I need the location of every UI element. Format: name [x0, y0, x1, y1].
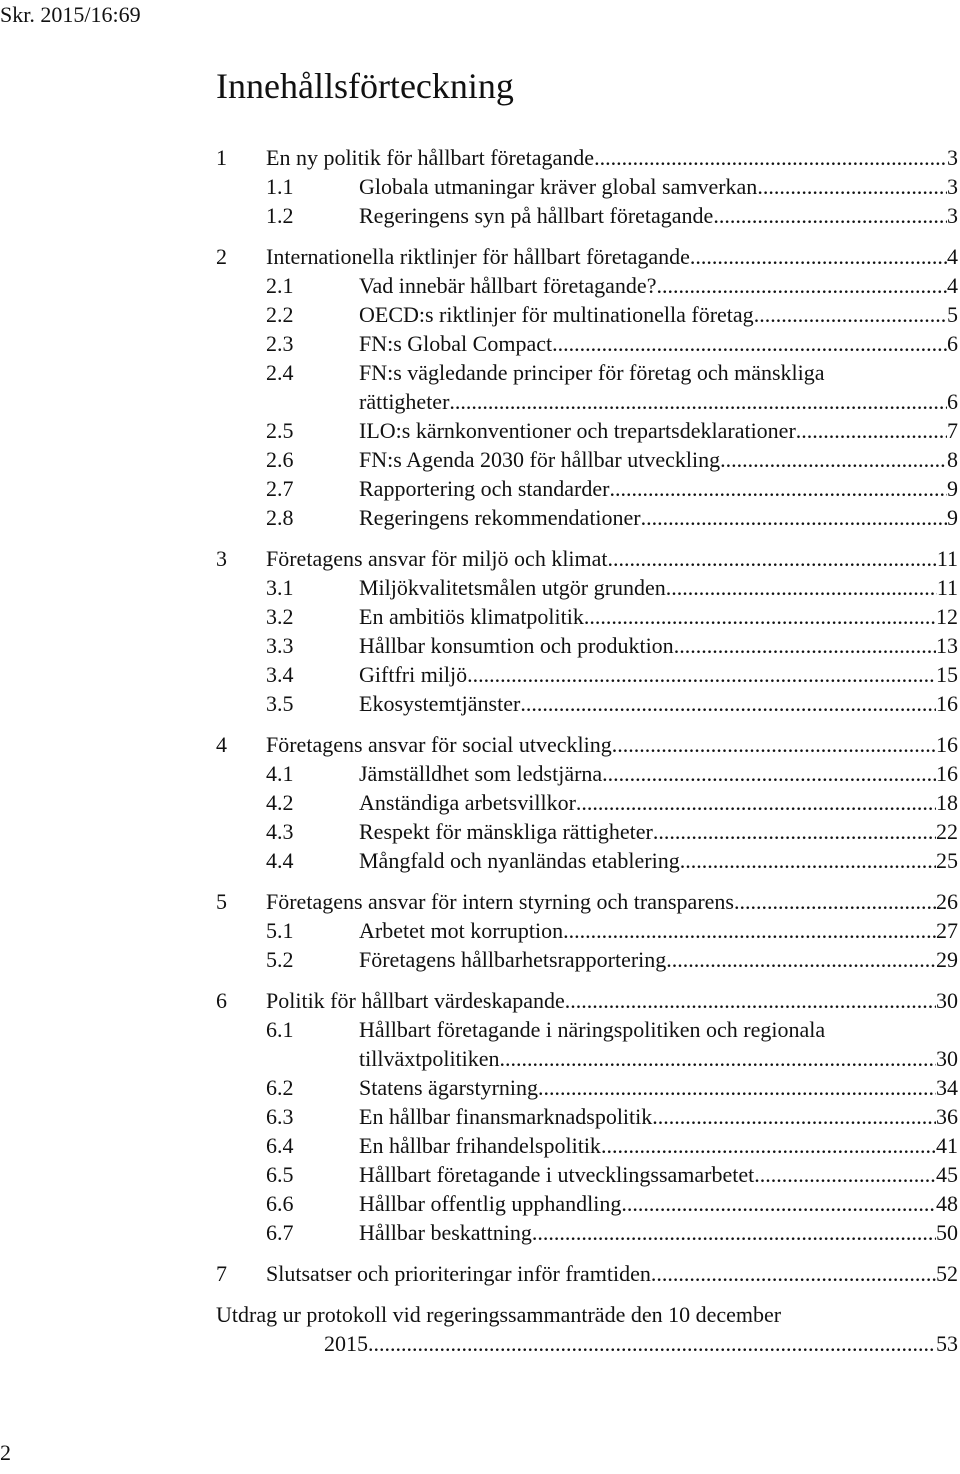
toc-entry-number: 4.4	[266, 848, 294, 873]
toc-entry[interactable]	[0, 945, 960, 974]
toc-entry-line	[266, 1259, 958, 1288]
toc-entry-title: En ambitiös klimatpolitik	[359, 604, 584, 629]
toc-entry-page: 25	[936, 848, 958, 873]
dot-leader	[608, 544, 937, 573]
toc-entry[interactable]	[0, 1015, 960, 1044]
toc-entry-page: 18	[936, 790, 958, 815]
dot-leader	[500, 1044, 936, 1073]
toc-entry[interactable]	[0, 916, 960, 945]
toc-entry[interactable]	[0, 788, 960, 817]
toc-entry-number: 2	[216, 244, 227, 269]
toc-entry-title: Globala utmaningar kräver global samverkan	[359, 174, 758, 199]
toc-entry[interactable]	[0, 201, 960, 230]
toc-entry[interactable]	[0, 172, 960, 201]
toc-entry-page: 45	[936, 1162, 958, 1187]
toc-entry[interactable]	[0, 573, 960, 602]
toc-entry-page: 53	[936, 1331, 958, 1356]
toc-entry-line	[359, 201, 958, 230]
dot-leader	[602, 759, 936, 788]
dot-leader	[449, 387, 947, 416]
toc-entry[interactable]	[0, 271, 960, 300]
toc-entry-line	[359, 1102, 958, 1131]
toc-entry-number: 1	[216, 145, 227, 170]
toc-entry-title: Anständiga arbetsvillkor	[359, 790, 576, 815]
dot-leader	[467, 660, 936, 689]
dot-leader	[651, 1259, 936, 1288]
toc-entry-page: 3	[947, 174, 958, 199]
toc-entry-page: 12	[936, 604, 958, 629]
toc-entry[interactable]	[0, 1218, 960, 1247]
toc-entry[interactable]	[0, 1044, 960, 1073]
toc-entry-number: 6.3	[266, 1104, 294, 1129]
toc-entry-number: 2.6	[266, 447, 294, 472]
dot-leader	[674, 631, 936, 660]
toc-entry-page: 3	[947, 145, 958, 170]
toc-entry-page: 27	[936, 918, 958, 943]
toc-entry[interactable]	[0, 1259, 960, 1288]
toc-entry-line	[359, 445, 958, 474]
dot-leader	[532, 1218, 936, 1247]
toc-entry[interactable]	[0, 1160, 960, 1189]
toc-entry[interactable]	[0, 887, 960, 916]
toc-entry-line	[359, 271, 958, 300]
toc-entry-page: 6	[947, 331, 958, 356]
toc-entry-title: Regeringens syn på hållbart företagande	[359, 203, 714, 228]
dot-leader	[734, 887, 936, 916]
toc-entry[interactable]	[0, 1073, 960, 1102]
toc-entry[interactable]	[0, 300, 960, 329]
dot-leader	[368, 1329, 936, 1358]
toc-entry-line	[359, 387, 958, 416]
toc-entry-title: Arbetet mot korruption	[359, 918, 564, 943]
toc-entry-number: 3.5	[266, 691, 294, 716]
toc-entry[interactable]	[0, 329, 960, 358]
toc-entry-title: Regeringens rekommendationer	[359, 505, 641, 530]
toc-entry-line	[359, 759, 958, 788]
toc-entry-page: 29	[936, 947, 958, 972]
toc-entry-number: 7	[216, 1261, 227, 1286]
toc-entry-number: 2.5	[266, 418, 294, 443]
toc-entry-page: 5	[947, 302, 958, 327]
toc-entry-page: 8	[947, 447, 958, 472]
toc-entry-title: Företagens ansvar för miljö och klimat	[266, 546, 608, 571]
toc-entry-page: 7	[947, 418, 958, 443]
toc-entry-title: Hållbart företagande i näringspolitiken och regionala	[359, 1017, 826, 1042]
document-reference: Skr. 2015/16:69	[0, 2, 141, 27]
toc-entry-title: FN:s vägledande principer för företag och mänskliga	[359, 360, 825, 385]
toc-entry-line	[359, 1073, 958, 1102]
toc-entry-title: 2015	[324, 1331, 368, 1356]
dot-leader	[754, 1160, 936, 1189]
toc-entry[interactable]	[0, 1189, 960, 1218]
toc-entry[interactable]	[0, 1329, 960, 1358]
toc-entry-line	[359, 846, 958, 875]
toc-entry-page: 3	[947, 203, 958, 228]
toc-entry-line	[359, 1189, 958, 1218]
toc-entry-line	[359, 689, 958, 718]
toc-entry[interactable]	[0, 1131, 960, 1160]
dot-leader	[713, 201, 947, 230]
toc-entry-line	[359, 416, 958, 445]
toc-entry-title: Företagens hållbarhetsrapportering	[359, 947, 667, 972]
toc-entry-line	[359, 916, 958, 945]
toc-entry-number: 2.3	[266, 331, 294, 356]
toc-entry[interactable]	[0, 986, 960, 1015]
toc-entry-title: Internationella riktlinjer för hållbart företagande	[266, 244, 690, 269]
toc-entry-page: 11	[936, 575, 958, 600]
dot-leader	[594, 143, 947, 172]
dot-leader	[612, 730, 936, 759]
toc-entry-page: 4	[947, 273, 958, 298]
toc-entry-number: 3.3	[266, 633, 294, 658]
toc-entry-line	[359, 817, 958, 846]
toc-entry[interactable]	[0, 387, 960, 416]
toc-entry-title: Politik för hållbart värdeskapande	[266, 988, 565, 1013]
dot-leader	[666, 573, 937, 602]
toc-entry-title: Hållbart företagande i utvecklingssamarbetet	[359, 1162, 755, 1187]
toc-entry[interactable]	[0, 445, 960, 474]
toc-entry-number: 5.1	[266, 918, 294, 943]
toc-entry-number: 2.4	[266, 360, 294, 385]
toc-entry-number: 6.2	[266, 1075, 294, 1100]
dot-leader	[565, 986, 936, 1015]
toc-entry-page: 16	[936, 732, 958, 757]
toc-entry-number: 4	[216, 732, 227, 757]
toc-entry-title: Vad innebär hållbart företagande?	[359, 273, 657, 298]
toc-entry-number: 3.2	[266, 604, 294, 629]
dot-leader	[641, 503, 947, 532]
toc-entry-number: 2.1	[266, 273, 294, 298]
dot-leader	[621, 1189, 936, 1218]
toc-entry-number: 3.1	[266, 575, 294, 600]
dot-leader	[720, 445, 947, 474]
dot-leader	[520, 689, 936, 718]
toc-entry-number: 4.3	[266, 819, 294, 844]
toc-entry-title: Rapportering och standarder	[359, 476, 610, 501]
toc-entry-title: Statens ägarstyrning	[359, 1075, 539, 1100]
toc-entry-page: 15	[936, 662, 958, 687]
toc-entry-page: 52	[936, 1261, 958, 1286]
dot-leader	[538, 1073, 936, 1102]
toc-entry-line	[359, 1044, 958, 1073]
toc-entry-title: tillväxtpolitiken	[359, 1046, 500, 1071]
toc-entry-title: FN:s Agenda 2030 för hållbar utveckling	[359, 447, 721, 472]
toc-entry-page: 26	[936, 889, 958, 914]
toc-entry-title: FN:s Global Compact	[359, 331, 553, 356]
dot-leader	[796, 416, 947, 445]
toc-entry-number: 5.2	[266, 947, 294, 972]
toc-entry-line	[359, 573, 958, 602]
toc-entry-title: Företagens ansvar för social utveckling	[266, 732, 612, 757]
toc-entry[interactable]	[0, 544, 960, 573]
toc-entry-number: 4.2	[266, 790, 294, 815]
toc-entry-title: OECD:s riktlinjer för multinationella företag	[359, 302, 754, 327]
toc-entry-page: 41	[936, 1133, 958, 1158]
toc-entry-number: 4.1	[266, 761, 294, 786]
toc-entry[interactable]	[0, 143, 960, 172]
toc-entry-line	[266, 544, 958, 573]
toc-entry-number: 1.2	[266, 203, 294, 228]
toc-entry-title: Utdrag ur protokoll vid regeringssammanträde den 10 december	[216, 1302, 782, 1327]
toc-entry[interactable]	[0, 503, 960, 532]
toc-entry-title: Hållbar konsumtion och produktion	[359, 633, 674, 658]
toc-entry-page: 9	[947, 476, 958, 501]
toc-entry-number: 2.2	[266, 302, 294, 327]
toc-entry-number: 2.7	[266, 476, 294, 501]
toc-entry[interactable]	[0, 602, 960, 631]
toc-entry-line	[266, 143, 958, 172]
dot-leader	[552, 329, 947, 358]
toc-entry-title: rättigheter	[359, 389, 450, 414]
toc-entry-title: Hållbar offentlig upphandling	[359, 1191, 622, 1216]
toc-entry-page: 6	[947, 389, 958, 414]
toc-entry-page: 36	[936, 1104, 958, 1129]
toc-entry-page: 22	[936, 819, 958, 844]
toc-entry-number: 6.6	[266, 1191, 294, 1216]
toc-entry-line	[359, 660, 958, 689]
toc-entry-number: 1.1	[266, 174, 294, 199]
toc-entry[interactable]	[0, 817, 960, 846]
toc-entry-line	[266, 242, 958, 271]
toc-entry-title: Ekosystemtjänster	[359, 691, 521, 716]
toc-entry-number: 6.7	[266, 1220, 294, 1245]
toc-entry[interactable]	[0, 660, 960, 689]
toc-entry[interactable]	[0, 689, 960, 718]
toc-entry-page: 16	[936, 761, 958, 786]
toc-entry-line	[359, 172, 958, 201]
toc-entry-number: 3	[216, 546, 227, 571]
toc-entry-line	[359, 300, 958, 329]
toc-entry[interactable]	[0, 846, 960, 875]
toc-entry-line	[359, 1218, 958, 1247]
toc-entry-line	[359, 1131, 958, 1160]
toc-entry-title: En hållbar finansmarknadspolitik	[359, 1104, 653, 1129]
toc-entry[interactable]	[0, 631, 960, 660]
toc-entry-page: 13	[936, 633, 958, 658]
toc-entry-page: 30	[936, 1046, 958, 1071]
toc-entry-line	[266, 986, 958, 1015]
toc-entry[interactable]	[0, 416, 960, 445]
toc-entry-title: En hållbar frihandelspolitik	[359, 1133, 601, 1158]
toc-entry-number: 6.1	[266, 1017, 294, 1042]
toc-entry[interactable]	[0, 474, 960, 503]
toc-entry-number: 6.5	[266, 1162, 294, 1187]
toc-entry-title: Slutsatser och prioriteringar inför framtiden	[266, 1261, 651, 1286]
toc-entry[interactable]	[0, 242, 960, 271]
dot-leader	[690, 242, 947, 271]
dot-leader	[609, 474, 947, 503]
toc-entry-number: 3.4	[266, 662, 294, 687]
toc-entry-line	[359, 329, 958, 358]
toc-entry[interactable]	[0, 759, 960, 788]
toc-entry-title: Mångfald och nyanländas etablering	[359, 848, 680, 873]
toc-entry-page: 34	[936, 1075, 958, 1100]
toc-entry-page: 30	[936, 988, 958, 1013]
dot-leader	[653, 817, 936, 846]
toc-entry[interactable]	[0, 1300, 960, 1329]
toc-entry-title: Respekt för mänskliga rättigheter	[359, 819, 653, 844]
toc-entry-line	[266, 887, 958, 916]
toc-entry-page: 9	[947, 505, 958, 530]
toc-entry-title: Företagens ansvar för intern styrning och transparens	[266, 889, 734, 914]
dot-leader	[757, 172, 947, 201]
toc-entry[interactable]	[0, 358, 960, 387]
dot-leader	[754, 300, 947, 329]
toc-entry-page: 50	[936, 1220, 958, 1245]
page-title: Innehållsförteckning	[216, 66, 514, 106]
toc-entry-title: Miljökvalitetsmålen utgör grunden	[359, 575, 666, 600]
toc-entry-number: 2.8	[266, 505, 294, 530]
toc-entry[interactable]	[0, 1102, 960, 1131]
toc-entry-line	[324, 1329, 958, 1358]
toc-entry-line	[359, 631, 958, 660]
toc-entry-page: 11	[936, 546, 958, 571]
page-number: 2	[0, 1440, 11, 1465]
dot-leader	[563, 916, 936, 945]
toc-entry-title: En ny politik för hållbart företagande	[266, 145, 595, 170]
toc-entry-line	[359, 788, 958, 817]
toc-entry-title: Jämställdhet som ledstjärna	[359, 761, 603, 786]
toc-entry-line	[359, 503, 958, 532]
toc-entry-line	[359, 1160, 958, 1189]
toc-entry[interactable]	[0, 730, 960, 759]
toc-entry-line	[359, 602, 958, 631]
toc-entry-number: 5	[216, 889, 227, 914]
toc-entry-number: 6.4	[266, 1133, 294, 1158]
dot-leader	[601, 1131, 936, 1160]
dot-leader	[584, 602, 936, 631]
toc-entry-line	[359, 945, 958, 974]
toc-entry-line	[359, 474, 958, 503]
toc-entry-title: Giftfri miljö	[359, 662, 468, 687]
toc-entry-line	[266, 730, 958, 759]
dot-leader	[576, 788, 936, 817]
toc-entry-page: 16	[936, 691, 958, 716]
toc-entry-number: 6	[216, 988, 227, 1013]
dot-leader	[652, 1102, 936, 1131]
toc-entry-title: ILO:s kärnkonventioner och trepartsdeklarationer	[359, 418, 796, 443]
toc-entry-title: Hållbar beskattning	[359, 1220, 532, 1245]
toc-entry-page: 4	[947, 244, 958, 269]
dot-leader	[680, 846, 936, 875]
dot-leader	[666, 945, 936, 974]
toc-entry-page: 48	[936, 1191, 958, 1216]
dot-leader	[656, 271, 947, 300]
